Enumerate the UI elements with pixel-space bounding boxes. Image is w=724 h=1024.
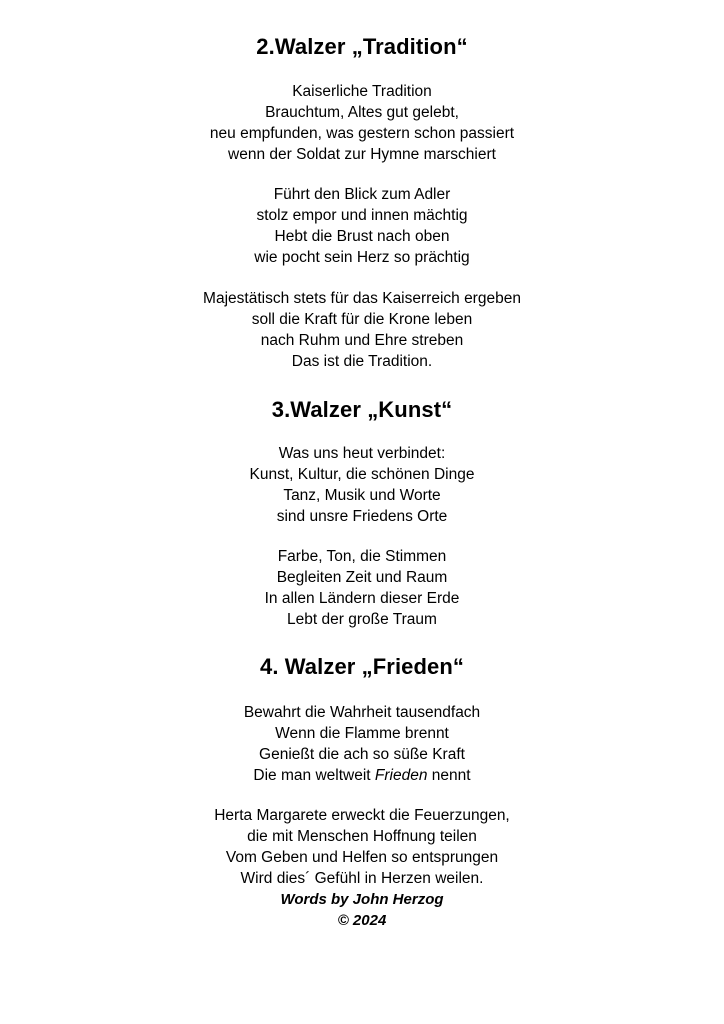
verse-line: Tanz, Musik und Worte [283, 487, 441, 504]
verse-line: Kaiserliche Tradition [292, 83, 432, 100]
verse-line: Herta Margarete erweckt die Feuerzungen, [214, 807, 510, 824]
section-title-frieden: 4. Walzer „Frieden“ [259, 654, 465, 679]
verse-line: sind unsre Friedens Orte [276, 508, 448, 525]
stanza-kunst-2 [0, 546, 724, 630]
verse-line: wie pocht sein Herz so prächtig [254, 249, 470, 266]
verse-line: Majestätisch stets für das Kaiserreich ergeben [203, 290, 521, 307]
section-title-tradition: 2.Walzer „Tradition“ [256, 34, 468, 59]
verse-line: Farbe, Ton, die Stimmen [277, 548, 447, 565]
verse-line: Vom Geben und Helfen so entsprungen [225, 849, 499, 866]
verse-line: Kunst, Kultur, die schönen Dinge [249, 466, 475, 483]
verse-line-frieden [0, 765, 724, 786]
verse-line: Lebt der große Traum [287, 611, 437, 628]
verse-line: nach Ruhm und Ehre streben [260, 332, 464, 349]
verse-line: Führt den Blick zum Adler [273, 186, 451, 203]
verse-line: wenn der Soldat zur Hymne marschiert [228, 146, 496, 163]
stanza-frieden-2 [0, 805, 724, 889]
verse-line: Wird dies´ Gefühl in Herzen weilen. [240, 870, 484, 887]
stanza-tradition-1 [0, 81, 724, 165]
verse-text: nennt [427, 767, 471, 784]
stanza-tradition-3 [0, 288, 724, 372]
verse-line: Was uns heut verbindet: [278, 445, 446, 462]
verse-line: Genießt die ach so süße Kraft [259, 746, 465, 763]
stanza-frieden-1 [0, 702, 724, 786]
verse-line: Begleiten Zeit und Raum [276, 569, 448, 586]
stanza-kunst-1 [0, 443, 724, 527]
emphasized-word: Frieden [374, 767, 428, 784]
verse-line: soll die Kraft für die Krone leben [251, 311, 473, 328]
copyright-line: © 2024 [337, 912, 387, 929]
stanza-tradition-2 [0, 184, 724, 268]
author-credit [0, 889, 724, 931]
verse-line: die mit Menschen Hoffnung teilen [247, 828, 477, 845]
verse-line: Brauchtum, Altes gut gelebt, [265, 104, 459, 121]
verse-line: stolz empor und innen mächtig [256, 207, 468, 224]
verse-line: neu empfunden, was gestern schon passiert [209, 125, 515, 142]
verse-text: Die man weltweit [253, 767, 375, 784]
section-title-kunst: 3.Walzer „Kunst“ [271, 397, 453, 422]
verse-line: Hebt die Brust nach oben [274, 228, 450, 245]
verse-line: Wenn die Flamme brennt [275, 725, 449, 742]
author-line: Words by John Herzog [280, 891, 444, 908]
verse-line: In allen Ländern dieser Erde [264, 590, 460, 607]
verse-line: Das ist die Tradition. [291, 353, 433, 370]
verse-line: Bewahrt die Wahrheit tausendfach [243, 704, 481, 721]
